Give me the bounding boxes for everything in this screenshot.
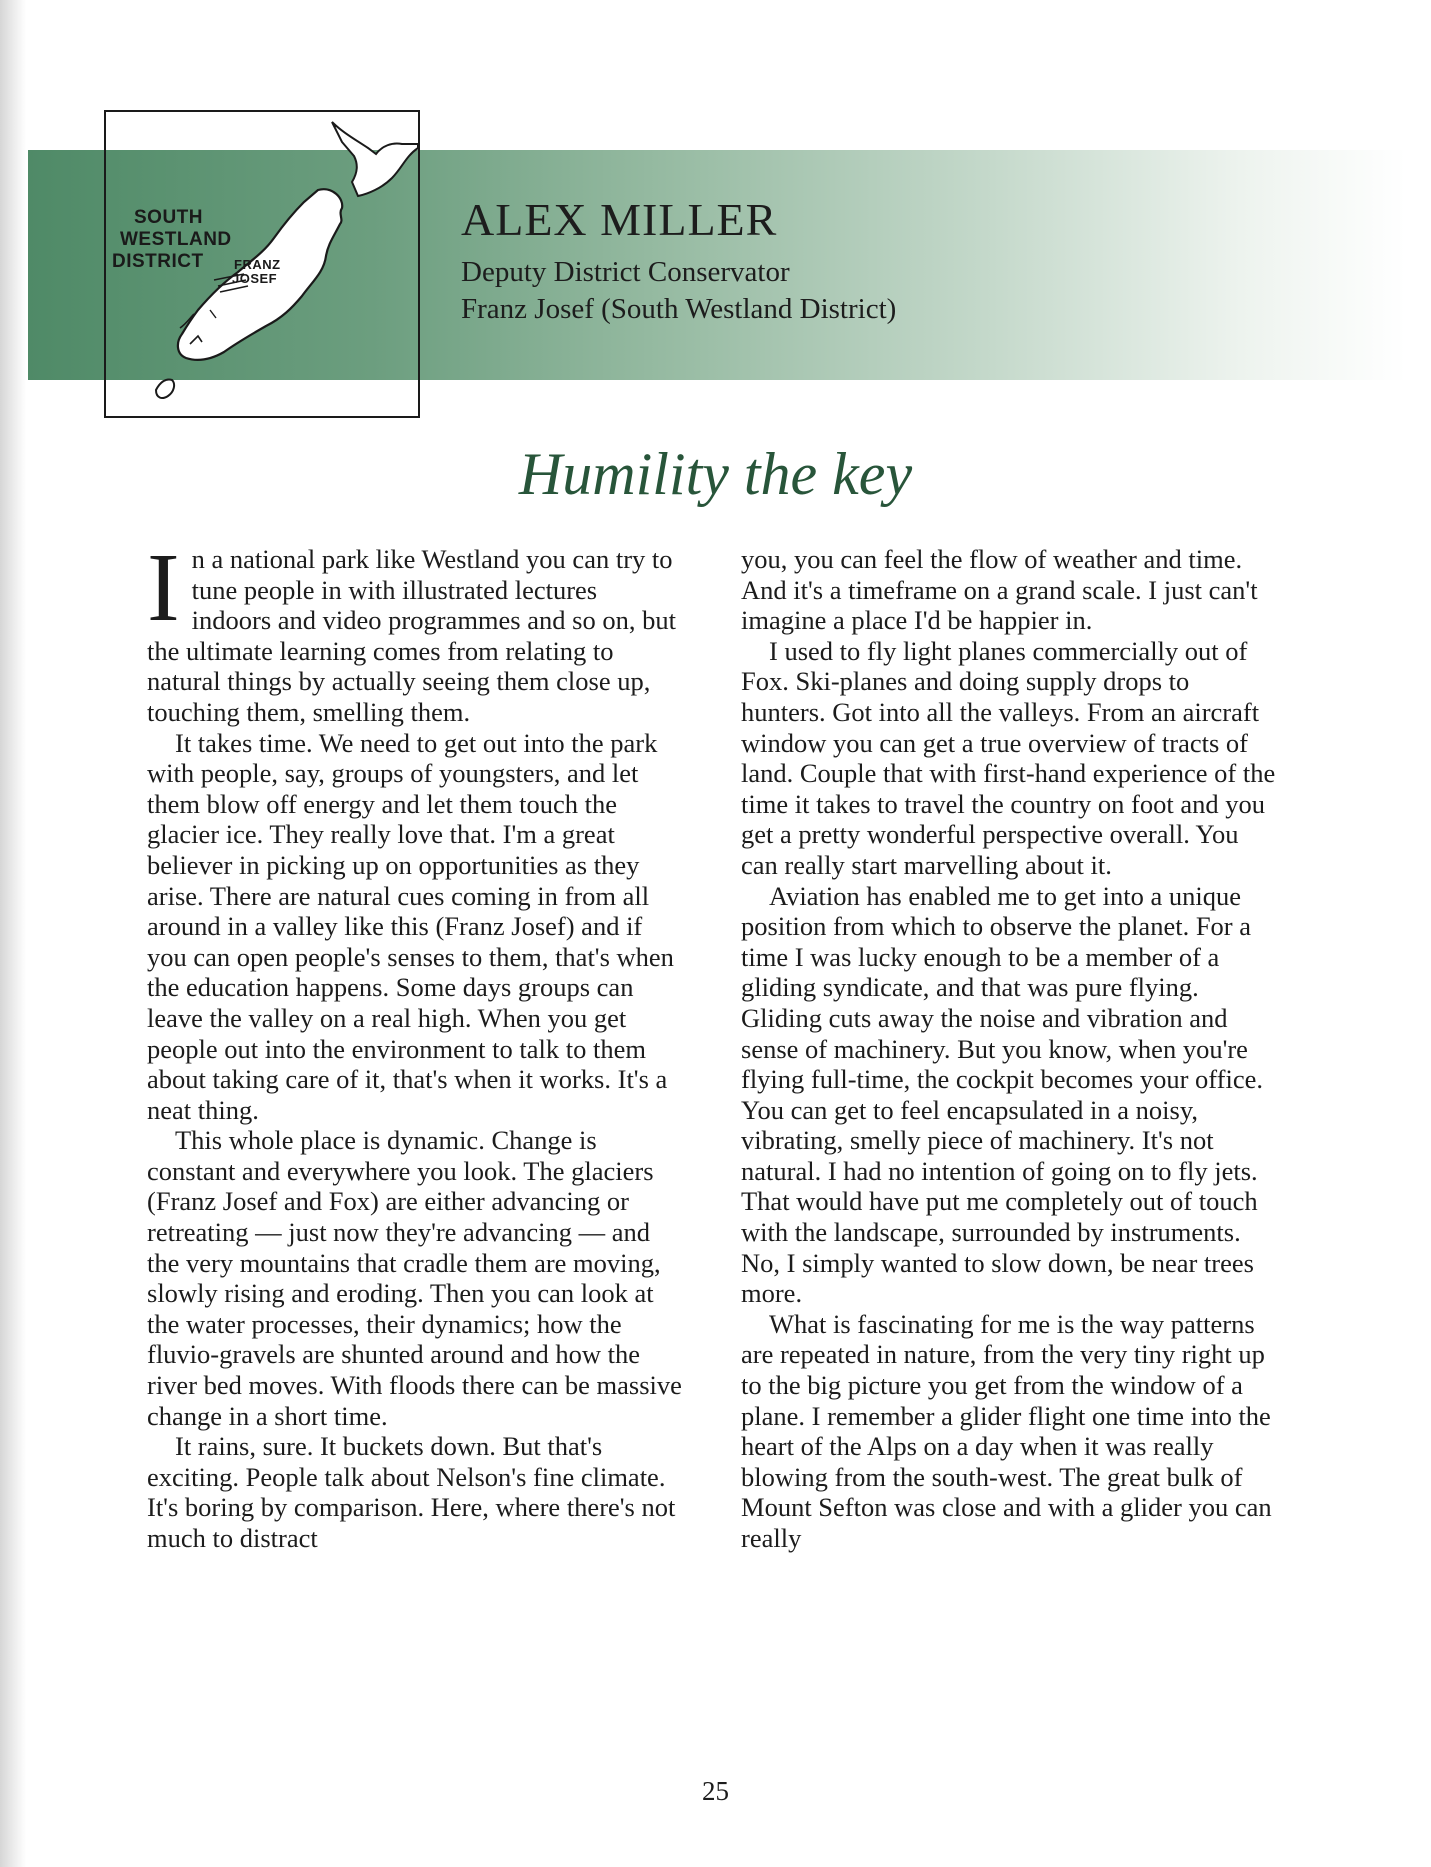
article-column-right	[741, 544, 1276, 1554]
map-label-south: SOUTH	[134, 207, 203, 228]
paragraph: Aviation has enabled me to get into a unique position from which to observe the planet. For a time I was lucky enough to be a member of a gliding syndicate, and that was pure flying. Gliding cuts away the noise and vibration and sense of machinery. But you know, when you're flying full-time, the cockpit becomes your office. You can get to feel encapsulated in a noisy, vibrating, smelly piece of machinery. It's not natural. I had no intention of going on to fly jets. That would have put me completely out of touch with the landscape, surrounded by instruments. No, I simply wanted to slow down, be near trees more.	[741, 880, 1263, 1309]
paragraph: What is fascinating for me is the way patterns are repeated in nature, from the very tiny right up to the big picture you get from the window of a plane. I remember a glider flight one time into the heart of the Alps on a day when it was really blowing from the south-west. The great bulk of Mount Sefton was close and with a glider you can really	[741, 1308, 1272, 1553]
stewart-island-shape	[156, 379, 174, 398]
map-label-franz: FRANZ	[234, 257, 281, 272]
paragraph: This whole place is dynamic. Change is constant and everywhere you look. The glaciers (Franz Josef and Fox) are either advancing or retreating — just now they're advancing — and the very mountains that cradle them are moving, slowly rising and eroding. Then you can look at the water processes, their dynamics; how the fluvio-gravels are shunted around and how the river bed moves. With floods there can be massive change in a short time.	[147, 1125, 682, 1431]
article-column-left	[147, 534, 682, 1554]
map-label-westland: WESTLAND	[120, 229, 232, 250]
article-headline: Humility the key	[518, 441, 913, 507]
north-island-shape	[332, 122, 418, 196]
page-number: 25	[702, 1776, 729, 1806]
map-label-josef: JOSEF	[232, 271, 278, 286]
paragraph: It rains, sure. It buckets down. But that's exciting. People talk about Nelson's fine climate. It's boring by comparison. Here, where there's not much to distract	[147, 1431, 676, 1553]
author-name: ALEX MILLER	[461, 194, 778, 245]
page-binding-shadow	[0, 0, 26, 1867]
map-label-district: DISTRICT	[112, 251, 204, 272]
author-role	[461, 254, 896, 328]
drop-cap: I	[147, 534, 180, 642]
paragraph: In a national park like Westland you can try to tune people in with illustrated lectures indoors and video programmes and so on, but the ultimate learning comes from relating to natural things by actually seeing them close up, touching them, smelling them.	[147, 534, 676, 727]
paragraph: you, you can feel the flow of weather and time. And it's a timeframe on a grand scale. I just can't imagine a place I'd be happier in.	[741, 544, 1258, 636]
author-location: Franz Josef (South Westland District)	[461, 293, 897, 325]
paragraph: It takes time. We need to get out into the park with people, say, groups of youngsters, and let them blow off energy and let them touch the glacier ice. They really love that. I'm a great believer in picking up on opportunities as they arise. There are natural cues coming in from all around in a valley like this (Franz Josef) and if you can open people's senses to them, that's when the education happens. Some days groups can leave the valley on a real high. When you get people out into the environment to talk to them about taking care of it, that's when it works. It's a neat thing.	[147, 727, 674, 1125]
author-title: Deputy District Conservator	[461, 256, 790, 288]
paragraph: I used to fly light planes commercially out of Fox. Ski-planes and doing supply drops to hunters. Got into all the valleys. From an aircraft window you can get a true overview of tracts of land. Couple that with first-hand experience of the time it takes to travel the country on foot and you get a pretty wonderful perspective overall. You can really start marvelling about it.	[741, 635, 1276, 880]
district-map	[104, 110, 420, 418]
